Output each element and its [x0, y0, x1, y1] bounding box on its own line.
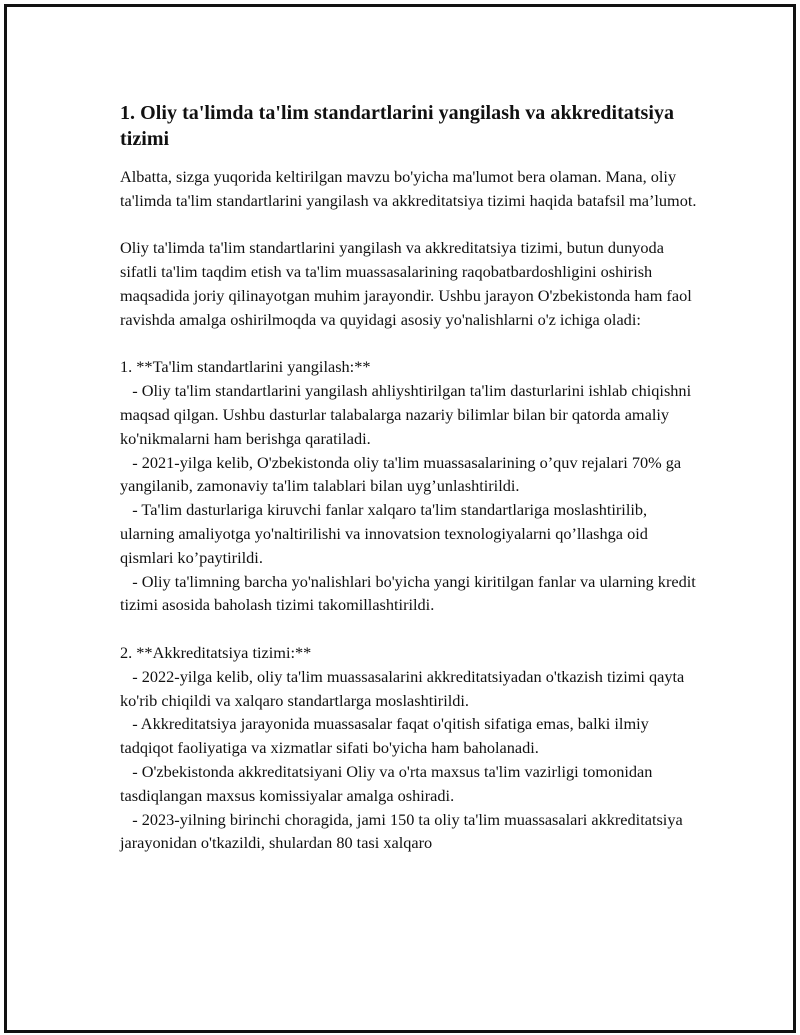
list-item-text: - O'zbekistonda akkreditatsiyani Oliy va o'rta maxsus ta'lim vazirligi tomonidan tasdiqlangan maxsus komissiyalar amalga oshiradi. — [120, 761, 657, 805]
list-item-text: - 2022-yilga kelib, oliy ta'lim muassasalarini akkreditatsiyadan o'tkazish tizimi qayta ko'rib chiqildi va xalqaro standartlarga moslashtirildi. — [120, 666, 689, 710]
document-content — [120, 100, 700, 879]
list-item — [120, 451, 700, 499]
list-item-text: - Oliy ta'lim standartlarini yangilash ahliyshtirilgan ta'lim dasturlarini ishlab chiqishni maqsad qilgan. Ushbu dasturlar talabalarga nazariy bilimlar bilan bir qatorda amaliy ko'nikmalarni ham berishga qaratiladi. — [120, 381, 696, 448]
standards-section-title: 1. **Ta'lim standartlarini yangilash:** — [120, 357, 371, 377]
list-item — [120, 570, 700, 618]
list-item — [120, 665, 700, 713]
list-item — [120, 760, 700, 808]
standards-section — [120, 355, 700, 617]
list-item — [120, 498, 700, 569]
list-item-text: - 2021-yilga kelib, O'zbekistonda oliy ta'lim muassasalarining o’quv rejalari 70% ga yangilanib, zamonaviy ta'lim talablari bilan uyg’unlashtirildi. — [120, 452, 686, 496]
list-item — [120, 808, 700, 856]
overview-paragraph: Oliy ta'limda ta'lim standartlarini yangilash va akkreditatsiya tizimi, butun dunyoda sifatli ta'lim taqdim etish va ta'lim muassasalarining raqobatbardoshligini oshirish maqsadida joriy qilinayotgan muhim jarayondir. Ushbu jarayon O'zbekistonda ham faol ravishda amalga oshirilmoqda va quyidagi asosiy yo'nalishlarni o'z ichiga oladi: — [120, 238, 692, 329]
list-item-text: - Oliy ta'limning barcha yo'nalishlari bo'yicha yangi kiritilgan fanlar va ularning kredit tizimi asosida baholash tizimi takomillashtirildi. — [120, 571, 700, 615]
list-item — [120, 379, 700, 450]
list-item-text: - Ta'lim dasturlariga kiruvchi fanlar xalqaro ta'lim standartlariga moslashtirilib, ularning amaliyotga yo'naltirilishi va innovatsion texnologiyalarni qo’llashga oid qismlari ko’paytirildi. — [120, 500, 652, 567]
section-heading: 1. Oliy ta'limda ta'lim standartlarini yangilash va akkreditatsiya tizimi — [120, 102, 675, 150]
intro-paragraph: Albatta, sizga yuqorida keltirilgan mavzu bo'yicha ma'lumot bera olaman. Mana, oliy ta'limda ta'lim standartlarini yangilash va akkreditatsiya tizimi haqida batafsil ma’lumot. — [120, 167, 697, 210]
accreditation-section — [120, 641, 700, 855]
list-item — [120, 712, 700, 760]
list-item-text: - Akkreditatsiya jarayonida muassasalar faqat o'qitish sifatiga emas, balki ilmiy tadqiqot faoliyatiga va xizmatlar sifati bo'yicha ham baholanadi. — [120, 714, 653, 758]
document-page — [4, 4, 796, 1033]
list-item-text: - 2023-yilning birinchi choragida, jami 150 ta oliy ta'lim muassasalari akkreditatsiya jarayonidan o'tkazildi, shulardan 80 tasi xalqaro — [120, 809, 687, 853]
accreditation-section-title: 2. **Akkreditatsiya tizimi:** — [120, 642, 312, 662]
